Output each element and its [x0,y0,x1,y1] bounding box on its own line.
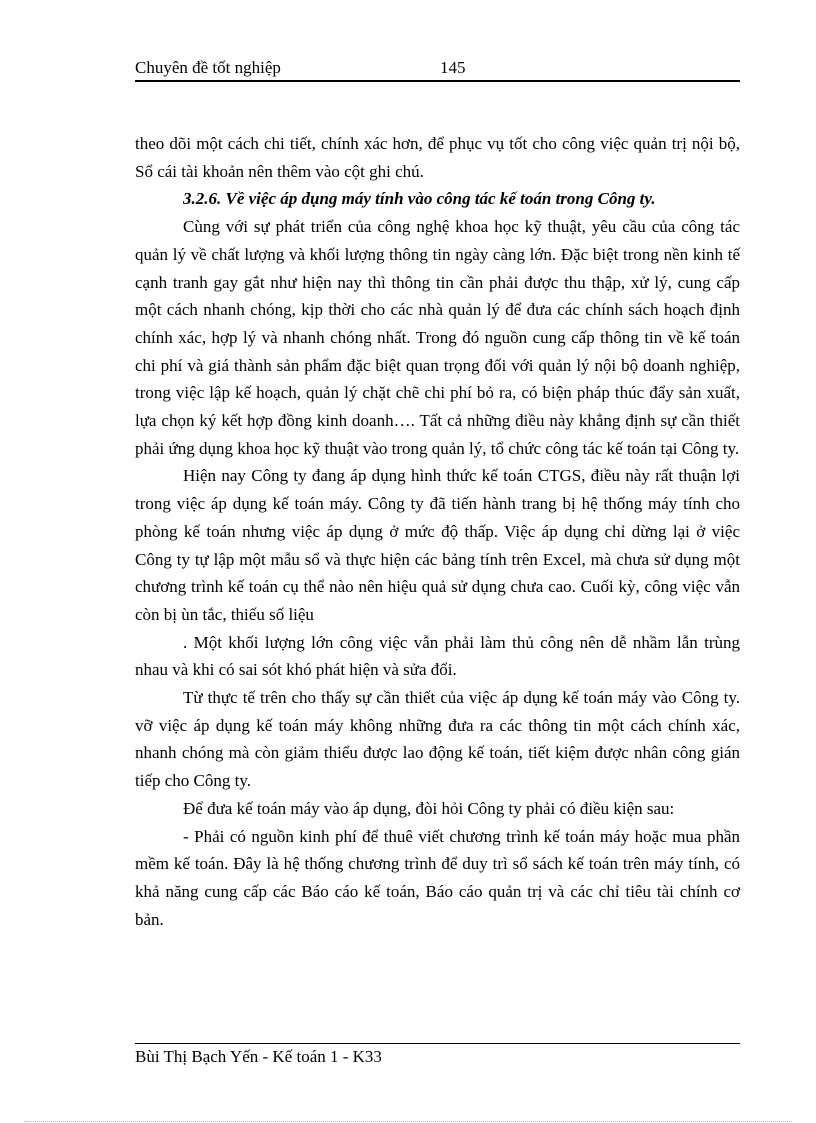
paragraph: Để đưa kế toán máy vào áp dụng, đòi hỏi Công ty phải có điều kiện sau: [183,798,675,818]
document-title: Chuyên đề tốt nghiệp [135,58,281,77]
paragraph: Hiện nay Công ty đang áp dụng hình thức kế toán CTGS, điều này rất thuận lợi trong việc áp dụng kế toán máy. Công ty đã tiến hành trang bị hệ thống máy tính cho phòng kế toán nhưng việc áp dụng ở mức độ thấp. Việc áp dụng chỉ dừng lại ở việc Công ty tự lập một mẫu sổ và thực hiện các bảng tính trên Excel, mà chưa sử dụng một chương trình kế toán cụ thể nào nên hiệu quả sử dụng chưa cao. Cuối kỳ, công việc vẫn còn bị ùn tắc, thiếu số liệu [135,466,740,624]
paragraph-continuation: theo dõi một cách chi tiết, chính xác hơn, để phục vụ tốt cho công việc quản trị nội bộ, Sổ cái tài khoản nên thêm vào cột ghi chú. [135,134,740,181]
paragraph: - Phải có nguồn kinh phí để thuê viết chương trình kế toán máy hoặc mua phần mềm kế toán. Đây là hệ thống chương trình để duy trì sổ sách kế toán trên máy tính, có khả năng cung cấp các Báo cáo kế toán, Báo cáo quản trị và các chỉ tiêu tài chính cơ bản. [135,826,740,929]
paragraph: Cùng với sự phát triển của công nghệ khoa học kỹ thuật, yêu cầu của công tác quản lý về chất lượng và khối lượng thông tin ngày càng lớn. Đặc biệt trong nền kinh tế cạnh tranh gay gắt như hiện nay thì thông tin cần phải được thu thập, xử lý, cung cấp một cách nhanh chóng, kịp thời cho các nhà quản lý để đưa các chính sách hoạch định chính xác, hợp lý và nhanh chóng nhất. Trong đó nguồn cung cấp thông tin về kế toán chi phí và giá thành sản phẩm đặc biệt quan trọng đối với quản lý nội bộ doanh nghiệp, trong việc lập kế hoạch, quản lý chặt chẽ chi phí bỏ ra, có biện pháp thúc đẩy sản xuất, lựa chọn ký kết hợp đồng kinh doanh…. Tất cả những điều này khẳng định sự cần thiết phải ứng dụng khoa học kỹ thuật vào trong quản lý, tổ chức công tác kế toán tại Công ty. [135,217,740,458]
page-edge [24,1121,792,1122]
body-text [135,130,740,933]
header-divider [135,80,740,82]
footer-divider [135,1043,740,1044]
section-heading: 3.2.6. Về việc áp dụng máy tính vào công tác kế toán trong Công ty. [183,189,656,209]
paragraph: . Một khối lượng lớn công việc vẫn phải làm thủ công nên dễ nhầm lẫn trùng nhau và khi có sai sót khó phát hiện và sửa đổi. [135,632,740,680]
paragraph: Từ thực tế trên cho thấy sự cần thiết của việc áp dụng kế toán máy vào Công ty. vỡ việc áp dụng kế toán máy không những đưa ra các thông tin một cách chính xác, nhanh chóng mà còn giảm thiểu được lao động kế toán, tiết kiệm được nhân công gián tiếp cho Công ty. [135,688,740,791]
page-header [135,58,740,80]
page-footer: Bùi Thị Bạch Yến - Kế toán 1 - K33 [135,1047,382,1066]
page-number: 145 [440,58,466,77]
